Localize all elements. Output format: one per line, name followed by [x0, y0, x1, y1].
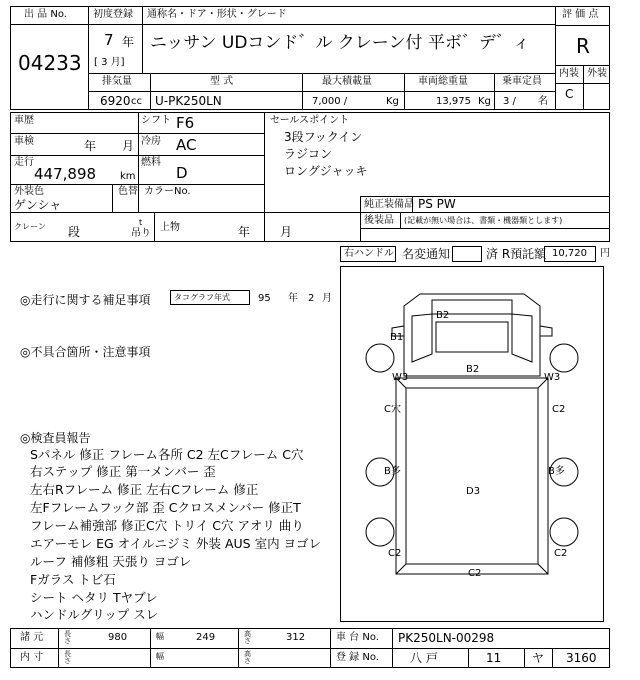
details-col	[264, 112, 265, 242]
diagram-label: D3	[466, 486, 481, 497]
spec-divider	[88, 91, 555, 92]
details-row	[10, 184, 264, 185]
first-reg-label: 初度登録	[93, 9, 133, 20]
gross-weight-value: 13,975	[436, 96, 471, 107]
displacement-unit: cc	[131, 96, 142, 107]
mileage-value: 447,898	[34, 165, 97, 183]
inspector-line: 左Fフレームフック部 歪 Cクロスメンバー 修正T	[30, 500, 301, 515]
header-divider	[10, 24, 555, 25]
interior-dims-label: 内 寸	[20, 652, 44, 663]
name-change-label: 名変通知	[402, 247, 451, 261]
footer-col	[238, 628, 239, 668]
name-label: 通称名・ドア・形状・グレード	[147, 9, 287, 20]
aftermarket-note: (記載が無い場合は、書類・機器類とします)	[404, 216, 563, 225]
tacho-year-unit: 年	[288, 293, 298, 304]
gross-weight-unit: Kg	[478, 96, 491, 107]
mileage-unit: km	[120, 171, 136, 182]
diagram-label: C2	[388, 548, 402, 559]
aircon-value: AC	[176, 136, 197, 154]
details-col	[138, 112, 139, 212]
model-value: U-PK250LN	[155, 94, 222, 108]
footer-col	[58, 628, 59, 668]
registration-kana: ヤ	[532, 651, 545, 665]
interior-grade: C	[565, 87, 574, 101]
shift-label: シフト	[141, 115, 171, 126]
eval-label: 評 価 点	[562, 9, 599, 20]
first-reg-month: [ 3 月]	[94, 57, 125, 68]
sales-point: ロングジャッキ	[284, 164, 368, 178]
tacho-year: 95	[258, 293, 271, 304]
footer-col	[330, 628, 331, 668]
chassis-label: 車 台 No.	[336, 632, 379, 643]
equipment-value: PS PW	[418, 197, 456, 211]
sales-label: セールスポイント	[270, 115, 350, 126]
crane-top-label: 上物	[160, 222, 180, 233]
displacement-label: 排気量	[102, 76, 132, 87]
capacity-label: 乗車定員	[502, 76, 542, 87]
inspector-line: シート ヘタリ Tヤブレ	[30, 590, 158, 605]
fuel-label: 燃料	[141, 157, 161, 168]
mileage-label: 走行	[14, 157, 34, 168]
exterior-label: 外装	[587, 68, 607, 79]
color-value: ゲンシャ	[14, 198, 62, 212]
inspection-label: 車検	[14, 136, 34, 147]
eval-divider	[555, 25, 610, 26]
capacity-value: 3 /	[503, 96, 516, 107]
equipment-label: 純正装備品	[364, 199, 414, 210]
height-label: 高さ	[244, 650, 251, 665]
spec-col	[302, 73, 303, 110]
first-reg-year: 7	[104, 31, 114, 49]
color-label: 外装色	[14, 186, 44, 197]
max-load-label: 最大積載量	[322, 76, 372, 87]
details-row	[10, 212, 610, 213]
recycle-unit: 円	[600, 248, 610, 259]
width-value: 249	[196, 632, 216, 643]
spec-divider	[88, 73, 555, 74]
eval-score: R	[576, 34, 590, 58]
length-label: 長さ	[64, 650, 71, 665]
diagram-label: C2	[468, 568, 482, 579]
diagram-label: B2	[436, 310, 450, 321]
recycle-label: 済 R預託額	[486, 247, 547, 261]
footer-divider	[10, 648, 610, 649]
chassis-number: PK250LN-00298	[398, 631, 495, 645]
footer-col	[552, 648, 553, 668]
history-label: 車歴	[14, 115, 34, 126]
car-name: ニッサン UDコンド゛ル クレーン付 平ボ゛デ゛ィ	[150, 33, 530, 53]
inspector-line: ハンドルグリップ スレ	[30, 607, 159, 622]
crane-ton: t	[139, 218, 143, 227]
width-label: 幅	[156, 632, 164, 641]
lot-number: 04233	[18, 51, 82, 75]
sales-point: ラジコン	[284, 147, 333, 161]
crane-label: クレーン	[14, 222, 46, 231]
details-row	[10, 155, 264, 156]
crane-stage: 段	[68, 225, 81, 239]
inspection-year: 年	[84, 139, 97, 153]
name-change-box	[452, 246, 482, 262]
diagram-label: B2	[466, 364, 480, 375]
color-change-label: 色替	[118, 186, 138, 197]
footer-col	[150, 628, 151, 668]
capacity-unit: 名	[538, 96, 548, 107]
col-divider	[88, 6, 89, 110]
length-value: 980	[108, 632, 128, 643]
aftermarket-label: 後装品	[364, 215, 394, 226]
diagram-label: B1	[390, 332, 404, 343]
inspection-month: 月	[122, 139, 135, 153]
equipment-row	[360, 196, 610, 197]
diagram-label: C穴	[384, 404, 401, 415]
footer-col	[392, 628, 393, 668]
footer-col	[468, 648, 469, 668]
max-load-value: 7,000 /	[312, 96, 348, 107]
details-col	[112, 184, 113, 212]
crane-month: 月	[280, 225, 293, 239]
eval-divider	[555, 83, 610, 84]
equipment-col	[360, 196, 361, 242]
inspector-line: ルーフ 補修粗 天張り ヨゴレ	[30, 554, 192, 569]
shift-value: F6	[176, 114, 195, 132]
interior-label: 内装	[559, 68, 579, 79]
diagram-label: B多	[548, 466, 565, 477]
registration-area: 八 戸	[410, 651, 438, 665]
crane-year: 年	[238, 225, 251, 239]
registration-label: 登 録 No.	[336, 652, 379, 663]
diagram-label: B多	[384, 466, 401, 477]
spec-col	[494, 73, 495, 110]
inspector-line: Fガラス トビ石	[30, 572, 116, 587]
diagram-label: C2	[554, 548, 568, 559]
displacement-value: 6920	[100, 94, 131, 108]
crane-lift: 吊り	[131, 228, 151, 239]
dims-label: 諸 元	[20, 632, 44, 643]
first-reg-year-unit: 年	[122, 35, 135, 49]
registration-number: 3160	[566, 651, 597, 665]
length-label: 長さ	[64, 630, 71, 645]
col-divider	[142, 6, 143, 73]
eval-divider	[583, 65, 584, 110]
inspector-line: Sパネル 修正 フレーム各所 C2 左Cフレーム C穴	[30, 447, 304, 462]
diagram-label: W3	[544, 372, 561, 383]
tacho-month: 2	[308, 293, 315, 304]
equipment-row	[360, 228, 610, 229]
height-value: 312	[286, 632, 306, 643]
max-load-unit: Kg	[386, 96, 399, 107]
color-no-label: カラーNo.	[144, 186, 191, 197]
tacho-label: タコグラフ年式	[174, 293, 230, 302]
inspector-line: 右ステップ 修正 第一メンバー 歪	[30, 464, 216, 479]
rhd-label: 右ハンドル	[344, 248, 394, 259]
lot-label: 出 品 No.	[24, 9, 67, 20]
spec-col	[150, 73, 151, 110]
sales-point: 3段フックイン	[284, 130, 363, 144]
truck-diagram	[340, 266, 604, 622]
inspector-line: 左右Rフレーム 修正 左右Cフレーム 修正	[30, 482, 259, 497]
diagram-label: C2	[552, 404, 566, 415]
width-label: 幅	[156, 652, 164, 661]
diagram-label: W3	[392, 372, 409, 383]
crane-col	[154, 212, 155, 242]
registration-class: 11	[486, 651, 502, 665]
inspector-title: ◎検査員報告	[20, 431, 91, 445]
fuel-value: D	[176, 164, 188, 182]
driving-notes-title: ◎走行に関する補足事項	[20, 293, 151, 307]
aircon-label: 冷房	[141, 136, 161, 147]
tacho-month-unit: 月	[322, 293, 332, 304]
gross-weight-label: 車両総重量	[418, 76, 468, 87]
defects-title: ◎不具合箇所・注意事項	[20, 345, 151, 359]
details-row	[10, 133, 264, 134]
equipment-col	[400, 212, 401, 228]
height-label: 高さ	[244, 630, 251, 645]
model-label: 型 式	[210, 76, 234, 87]
footer-col	[524, 648, 525, 668]
inspector-line: エアーモレ EG オイルニジミ 外装 AUS 室内 ヨゴレ	[30, 536, 322, 551]
recycle-amount: 10,720	[552, 248, 587, 259]
inspector-line: フレーム補強部 修正C穴 トリイ C穴 アオリ 曲り	[30, 518, 304, 533]
spec-col	[404, 73, 405, 110]
col-divider	[555, 6, 556, 110]
